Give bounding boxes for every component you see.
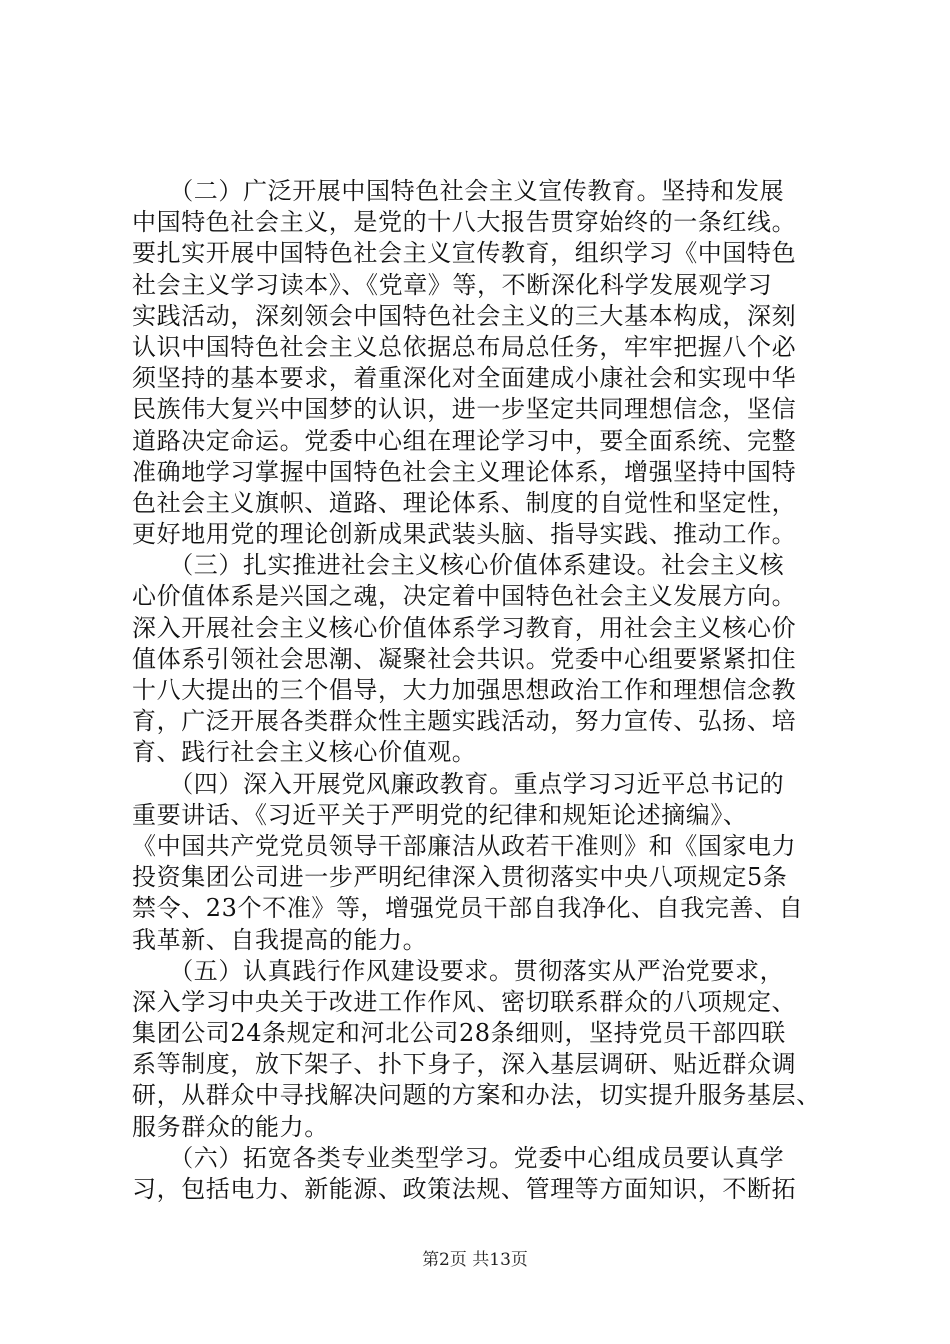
text-line: 《中国共产党党员领导干部廉洁从政若干准则》和《国家电力 (132, 831, 797, 860)
text-line: （三）扎实推进社会主义核心价值体系建设。社会主义核 (132, 551, 785, 580)
document-body (132, 176, 832, 1205)
text-line: 中国特色社会主义，是党的十八大报告贯穿始终的一条红线。 (132, 208, 797, 237)
text-line: 值体系引领社会思潮、凝聚社会共识。党委中心组要紧紧扣住 (132, 644, 797, 673)
text-line: 准确地学习掌握中国特色社会主义理论体系，增强坚持中国特 (132, 457, 797, 486)
text-line: 要扎实开展中国特色社会主义宣传教育，组织学习《中国特色 (132, 239, 797, 268)
text-line: 集团公司24条规定和河北公司28条细则，坚持党员干部四联 (132, 1019, 786, 1048)
text-line: 深入学习中央关于改进工作作风、密切联系群众的八项规定、 (132, 987, 797, 1016)
text-line: 深入开展社会主义核心价值体系学习教育，用社会主义核心价 (132, 613, 797, 642)
text-line: 禁令、23个不准》等，增强党员干部自我净化、自我完善、自 (132, 894, 804, 923)
text-line: 我革新、自我提高的能力。 (132, 925, 428, 954)
text-line: 投资集团公司进一步严明纪律深入贯彻落实中央八项规定5条 (132, 863, 788, 892)
text-line: 更好地用党的理论创新成果武装头脑、指导实践、推动工作。 (132, 520, 797, 549)
page-footer (0, 1245, 950, 1270)
text-line: 色社会主义旗帜、道路、理论体系、制度的自觉性和坚定性， (132, 488, 797, 517)
text-line: （四）深入开展党风廉政教育。重点学习习近平总书记的 (132, 769, 785, 798)
text-line: 道路决定命运。党委中心组在理论学习中，要全面系统、完整 (132, 426, 797, 455)
text-line: 实践活动，深刻领会中国特色社会主义的三大基本构成，深刻 (132, 301, 797, 330)
text-line: 社会主义学习读本》、《党章》等，不断深化科学发展观学习 (132, 270, 773, 299)
text-line: 重要讲话、《习近平关于严明党的纪律和规矩论述摘编》、 (132, 800, 748, 829)
text-line: 服务群众的能力。 (132, 1112, 329, 1141)
text-line: 民族伟大复兴中国梦的认识，进一步坚定共同理想信念，坚信 (132, 395, 797, 424)
text-line: （五）认真践行作风建设要求。贯彻落实从严治党要求， (132, 956, 785, 985)
text-line: 研，从群众中寻找解决问题的方案和办法，切实提升服务基层、 (132, 1081, 821, 1110)
text-line: 认识中国特色社会主义总依据总布局总任务，牢牢把握八个必 (132, 332, 797, 361)
text-line: （六）拓宽各类专业类型学习。党委中心组成员要认真学 (132, 1143, 785, 1172)
text-line: 须坚持的基本要求，着重深化对全面建成小康社会和实现中华 (132, 364, 797, 393)
text-line: 习，包括电力、新能源、政策法规、管理等方面知识，不断拓 (132, 1175, 797, 1203)
text-line: 心价值体系是兴国之魂，决定着中国特色社会主义发展方向。 (132, 582, 797, 611)
text-line: 系等制度，放下架子、扑下身子，深入基层调研、贴近群众调 (132, 1050, 797, 1079)
page-number: 第2页 共13页 (422, 1250, 528, 1270)
text-line: 十八大提出的三个倡导，大力加强思想政治工作和理想信念教 (132, 676, 797, 704)
text-line: （二）广泛开展中国特色社会主义宣传教育。坚持和发展 (132, 177, 785, 205)
text-line: 育、践行社会主义核心价值观。 (132, 738, 477, 767)
text-line: 育，广泛开展各类群众性主题实践活动，努力宣传、弘扬、培 (132, 707, 797, 736)
